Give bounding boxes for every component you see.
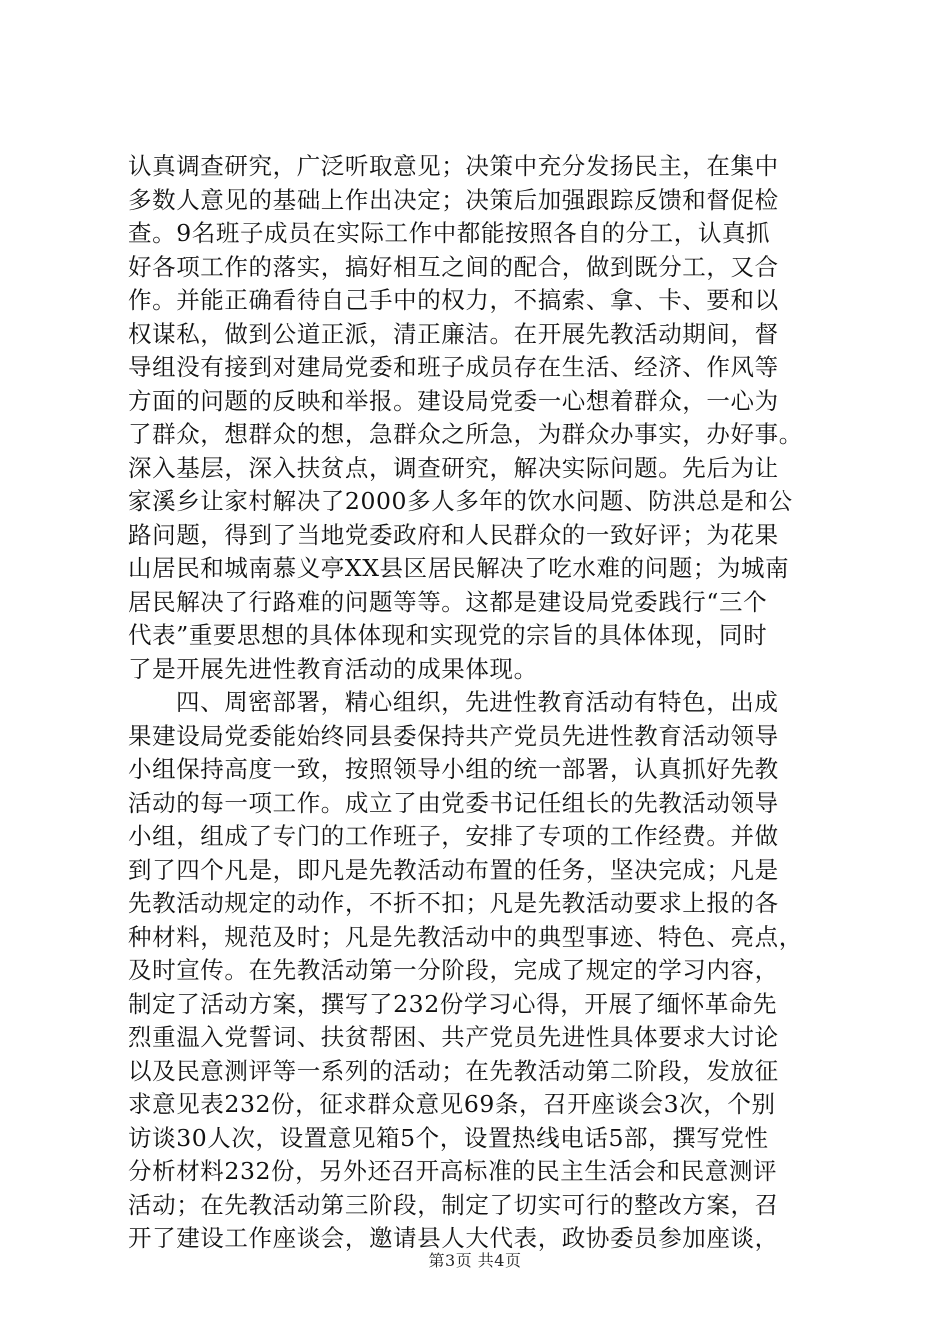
body-line: 认真调查研究，广泛听取意见；决策中充分发扬民主，在集中	[128, 152, 779, 180]
body-line: 家溪乡让家村解决了2000多人多年的饮水问题、防洪总是和公	[128, 487, 793, 515]
page-footer: 第3页 共4页	[428, 1251, 522, 1270]
body-line: 好各项工作的落实，搞好相互之间的配合，做到既分工，又合	[128, 252, 779, 281]
body-line: 了群众，想群众的想，急群众之所急，为群众办事实，办好事。	[128, 420, 803, 448]
body-line: 开了建设工作座谈会，邀请县人大代表，政协委员参加座谈，	[128, 1224, 779, 1252]
body-line: 烈重温入党誓词、扶贫帮困、共产党员先进性具体要求大讨论	[128, 1023, 779, 1051]
body-line: 作。并能正确看待自己手中的权力，不搞索、拿、卡、要和以	[128, 286, 779, 314]
body-line: 路问题，得到了当地党委政府和人民群众的一致好评；为花果	[128, 520, 779, 549]
body-line: 及时宣传。在先教活动第一分阶段，完成了规定的学习内容，	[128, 956, 779, 984]
body-line: 多数人意见的基础上作出决定；决策后加强跟踪反馈和督促检	[128, 185, 779, 214]
body-line: 查。9名班子成员在实际工作中都能按照各自的分工，认真抓	[128, 219, 771, 247]
body-line: 分析材料232份，另外还召开高标准的民主生活会和民意测评	[128, 1157, 778, 1185]
paragraph-start-line: 四、周密部署，精心组织，先进性教育活动有特色，出成	[176, 688, 779, 716]
body-line: 权谋私，做到公道正派，清正廉洁。在开展先教活动期间，督	[128, 319, 779, 348]
body-line: 果建设局党委能始终同县委保持共产党员先进性教育活动领导	[128, 721, 779, 750]
body-line: 了是开展先进性教育活动的成果体现。	[128, 654, 538, 683]
document-body	[128, 150, 858, 1256]
body-line: 代表”重要思想的具体体现和实现党的宗旨的具体体现，同时	[128, 621, 768, 649]
body-line: 山居民和城南慕义亭XX县区居民解决了吃水难的问题；为城南	[128, 554, 790, 582]
body-line: 种材料，规范及时；凡是先教活动中的典型事迹、特色、亮点，	[128, 922, 803, 951]
body-line: 访谈30人次，设置意见箱5个，设置热线电话5部，撰写党性	[128, 1123, 769, 1152]
body-line: 小组保持高度一致，按照领导小组的统一部署，认真抓好先教	[128, 755, 779, 783]
body-line: 制定了活动方案，撰写了232份学习心得，开展了缅怀革命先	[128, 989, 778, 1018]
body-line: 小组，组成了专门的工作班子，安排了专项的工作经费。并做	[128, 822, 779, 850]
body-line: 活动；在先教活动第三阶段，制定了切实可行的整改方案，召	[128, 1190, 779, 1219]
body-line: 活动的每一项工作。成立了由党委书记任组长的先教活动领导	[128, 788, 779, 817]
body-line: 居民解决了行路难的问题等等。这都是建设局党委践行“三个	[128, 587, 768, 616]
body-line: 到了四个凡是，即凡是先教活动布置的任务，坚决完成；凡是	[128, 855, 779, 884]
body-line: 先教活动规定的动作，不折不扣；凡是先教活动要求上报的各	[128, 889, 779, 917]
body-line: 深入基层，深入扶贫点，调查研究，解决实际问题。先后为让	[128, 453, 779, 482]
body-line: 方面的问题的反映和举报。建设局党委一心想着群众，一心为	[128, 386, 779, 415]
body-line: 导组没有接到对建局党委和班子成员存在生活、经济、作风等	[128, 353, 779, 381]
body-line: 求意见表232份，征求群众意见69条，召开座谈会3次，个别	[128, 1090, 776, 1118]
body-line: 以及民意测评等一系列的活动；在先教活动第二阶段，发放征	[128, 1056, 779, 1085]
